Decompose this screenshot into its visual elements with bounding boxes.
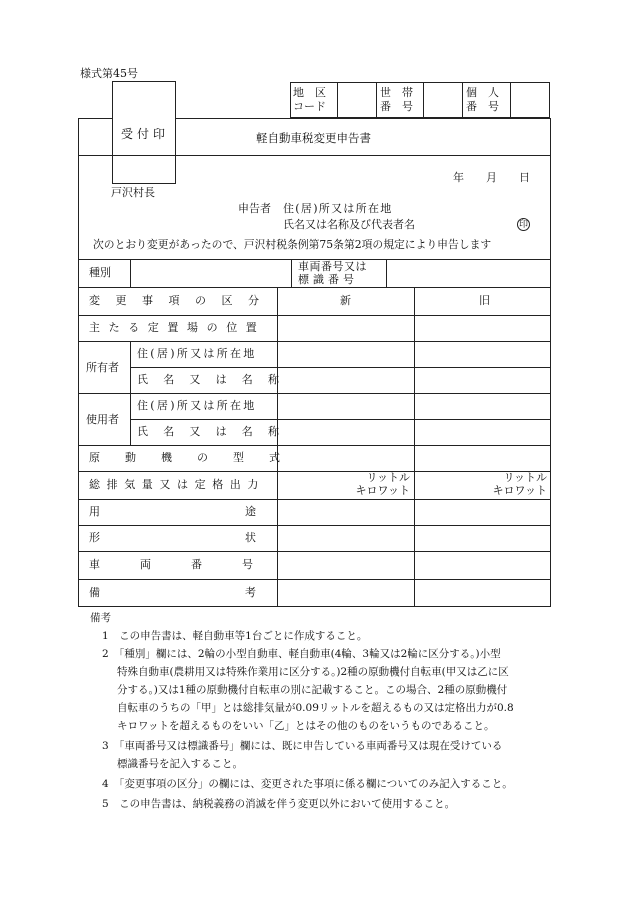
storage-location-label: 主たる定置場の位置	[89, 321, 266, 334]
shape-label: 形状	[89, 531, 401, 544]
owner-group-label: 所有者	[86, 361, 119, 374]
date-day: 日	[519, 171, 530, 184]
form-number: 様式第45号	[80, 67, 138, 80]
note-line: 5 この申告書は、納税義務の消滅を伴う変更以外において使用すること。	[102, 798, 456, 810]
old-unit-kw: キロワット	[492, 484, 547, 497]
receipt-stamp-label: 受付印	[121, 127, 170, 141]
new-header: 新	[340, 294, 351, 307]
note-line: 特殊自動車(農耕用又は特殊作業用に区分する。)2種の原動機付自転車(甲又は乙に区	[117, 666, 509, 678]
user-name-label: 氏名又は名称	[137, 425, 295, 438]
statement: 次のとおり変更があったので、戸沢村税条例第75条第2項の規定により申告します	[93, 238, 492, 251]
note-line: 1 この申告書は、軽自動車等1台ごとに作成すること。	[102, 630, 368, 642]
date-year: 年	[453, 171, 464, 184]
declarant-label: 申告者	[238, 202, 271, 215]
user-address-label: 住(居)所又は所在地	[137, 399, 257, 412]
household-no-label-2: 番 号	[380, 100, 413, 113]
note-line: 4 「変更事項の区分」の欄には、変更された事項に係る欄についてのみ記入すること。	[102, 778, 513, 790]
personal-no-label-1: 個 人	[466, 86, 499, 99]
code-boxes	[290, 82, 550, 118]
user-group-label: 使用者	[86, 413, 119, 426]
area-code-label-2: コード	[293, 100, 326, 113]
note-line: 分する。)又は1種の原動機付自転車の別に記載すること。この場合、2種の原動機付	[117, 684, 508, 696]
engine-type-label: 原動機の型式	[89, 451, 305, 464]
note-line: 3 「車両番号又は標識番号」欄には、既に申告している車両番号又は現在受けている	[102, 740, 503, 752]
household-no-label-1: 世 帯	[380, 86, 413, 99]
note-line: 標識番号を記入すること。	[117, 758, 243, 770]
category-header: 変更事項の区分	[89, 294, 275, 307]
personal-no-label-2: 番 号	[466, 100, 499, 113]
note-line: キロワットを超えるものをいい「乙」とはその他のものをいうものであること。	[117, 720, 495, 732]
vehicle-no-label-1: 車両番号又は	[298, 260, 367, 273]
old-header: 旧	[479, 294, 490, 307]
area-code-label-1: 地 区	[293, 86, 326, 99]
declarant-name-label: 氏名又は名称及び代表者名	[283, 218, 415, 231]
date-month: 月	[486, 171, 497, 184]
notes-heading: 備考	[90, 612, 111, 624]
seal-mark: 印	[518, 220, 528, 230]
old-unit-liter: リットル	[503, 471, 547, 484]
note-line: 2 「種別」欄には、2輪の小型自動車、軽自動車(4輪、3輪又は2輪に区分する。)小型	[102, 648, 501, 660]
type-label: 種別	[89, 266, 111, 279]
owner-address-label: 住(居)所又は所在地	[137, 347, 257, 360]
vehicle-no-row-label: 車両番号	[89, 558, 293, 571]
displacement-label: 総排気量又は定格出力	[89, 478, 265, 491]
remarks-row-label: 備考	[89, 586, 401, 599]
use-label: 用途	[89, 505, 401, 518]
new-unit-kw: キロワット	[355, 484, 410, 497]
note-line: 自転車のうちの「甲」とは総排気量が0.09リットルを超えるもの又は定格出力が0.8	[117, 702, 514, 714]
new-unit-liter: リットル	[366, 471, 410, 484]
vehicle-no-label-2: 標識番号	[298, 273, 358, 286]
declarant-address-label: 住(居)所又は所在地	[283, 202, 393, 215]
owner-name-label: 氏名又は名称	[137, 373, 295, 386]
form-title: 軽自動車税変更申告書	[256, 131, 371, 145]
addressee: 戸沢村長	[111, 186, 155, 199]
